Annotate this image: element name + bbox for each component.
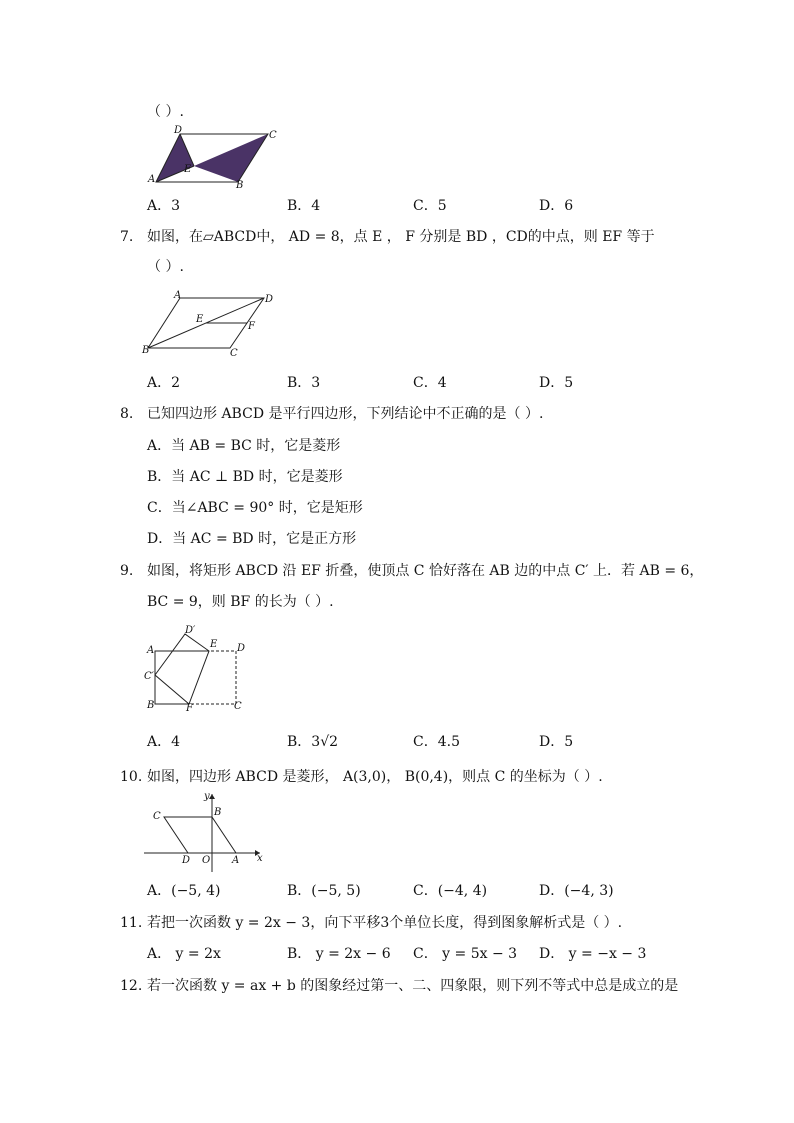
q9-option-c: C．4.5 xyxy=(413,734,460,750)
q12-stem: 若一次函数 y = ax + b 的图象经过第一、二、四象限，则下列不等式中总是成立的是 xyxy=(147,978,679,994)
q8-stem: 已知四边形 ABCD 是平行四边形，下列结论中不正确的是（ ）. xyxy=(147,406,544,422)
q7-figure xyxy=(144,290,276,358)
q9-option-a: A．4 xyxy=(147,734,181,750)
q10-label-y: y xyxy=(204,791,210,802)
q7-tail: （ ）. xyxy=(147,259,184,275)
q6-label-e: E xyxy=(184,164,192,175)
q9-label-c1: C′ xyxy=(144,671,154,682)
q10-option-b: B．(−5, 5) xyxy=(287,883,361,899)
q7-label-b: B xyxy=(142,345,150,356)
q9-stem-line2: BC = 9，则 BF 的长为（ ）. xyxy=(147,594,334,610)
q10-label-x: x xyxy=(257,853,263,864)
q7-label-e: E xyxy=(196,314,204,325)
q9-label-b: B xyxy=(147,700,155,711)
q8-option-a: A．当 AB = BC 时，它是菱形 xyxy=(147,438,341,454)
q11-option-d: D． y = −x − 3 xyxy=(539,946,647,962)
q9-rect-remaining xyxy=(155,651,206,704)
q9-label-a: A xyxy=(147,645,155,656)
q6-option-d: D．6 xyxy=(539,198,574,214)
q9-stem: 如图，将矩形 ABCD 沿 EF 折叠，使顶点 C 恰好落在 AB 边的中点 C′ 上．若 AB = 6， xyxy=(147,563,704,579)
q11-option-a: A． y = 2x xyxy=(147,946,221,962)
q9-option-d: D．5 xyxy=(539,734,574,750)
q7-option-b: B．3 xyxy=(287,375,321,391)
q9-label-d: D xyxy=(237,643,246,654)
q11-option-b: B． y = 2x − 6 xyxy=(287,946,391,962)
q6-figure xyxy=(148,124,283,190)
q6-label-b: B xyxy=(236,180,244,191)
q6-option-a: A．3 xyxy=(147,198,181,214)
q11-stem: 若把一次函数 y = 2x − 3，向下平移3个单位长度，得到图象解析式是（ ）. xyxy=(147,915,623,931)
q10-option-a: A．(−5, 4) xyxy=(147,883,221,899)
q7-option-a: A．2 xyxy=(147,375,181,391)
q11-option-c: C． y = 5x − 3 xyxy=(413,946,518,962)
q10-rhombus xyxy=(164,817,236,853)
q6-label-a: A xyxy=(148,174,156,185)
q12-number: 12. xyxy=(120,978,143,994)
q9-number: 9. xyxy=(120,563,134,579)
q7-label-a: A xyxy=(174,290,182,301)
q6-label-d: D xyxy=(174,125,183,136)
q7-number: 7. xyxy=(120,229,134,245)
q9-option-b: B．3√2 xyxy=(287,734,339,750)
q7-option-d: D．5 xyxy=(539,375,574,391)
q8-option-b: B．当 AC ⊥ BD 时，它是菱形 xyxy=(147,469,343,485)
q8-number: 8. xyxy=(120,406,134,422)
q9-label-e: E xyxy=(210,639,218,650)
q7-label-d: D xyxy=(265,294,274,305)
q6-tail: （ ）. xyxy=(147,104,184,120)
q7-option-c: C．4 xyxy=(413,375,447,391)
q10-figure xyxy=(144,790,268,872)
q10-option-c: C．(−4, 4) xyxy=(413,883,488,899)
q9-label-c: C xyxy=(234,701,242,712)
q10-option-d: D．(−4, 3) xyxy=(539,883,614,899)
q8-option-d: D．当 AC = BD 时，它是正方形 xyxy=(147,531,357,547)
q7-label-c: C xyxy=(230,348,238,359)
q6-label-c: C xyxy=(269,130,277,141)
q10-label-o: O xyxy=(202,855,211,866)
q10-stem: 如图，四边形 ABCD 是菱形， A(3,0)， B(0,4)，则点 C 的坐标为（ ）. xyxy=(147,769,603,785)
q10-label-c: C xyxy=(153,811,161,822)
q10-label-d: D xyxy=(182,855,191,866)
q6-option-b: B．4 xyxy=(287,198,321,214)
q6-shaded-triangle-right xyxy=(194,134,268,182)
q6-option-c: C．5 xyxy=(413,198,447,214)
q9-label-d1: D′ xyxy=(185,625,196,636)
q7-stem: 如图，在▱ABCD中， AD = 8，点 E ， F 分别是 BD ，CD的中点，则 EF 等于 xyxy=(147,229,655,245)
q9-folded-part xyxy=(155,634,209,704)
q10-label-a: A xyxy=(232,855,240,866)
q7-label-f: F xyxy=(248,321,255,332)
q9-figure xyxy=(144,624,254,714)
q11-number: 11. xyxy=(120,915,143,931)
q9-label-f: F xyxy=(186,703,193,714)
q8-option-c: C．当∠ABC = 90° 时，它是矩形 xyxy=(147,500,363,516)
q10-number: 10. xyxy=(120,769,143,785)
q9-original-rect-dashed xyxy=(189,651,236,704)
q10-label-b: B xyxy=(214,807,222,818)
